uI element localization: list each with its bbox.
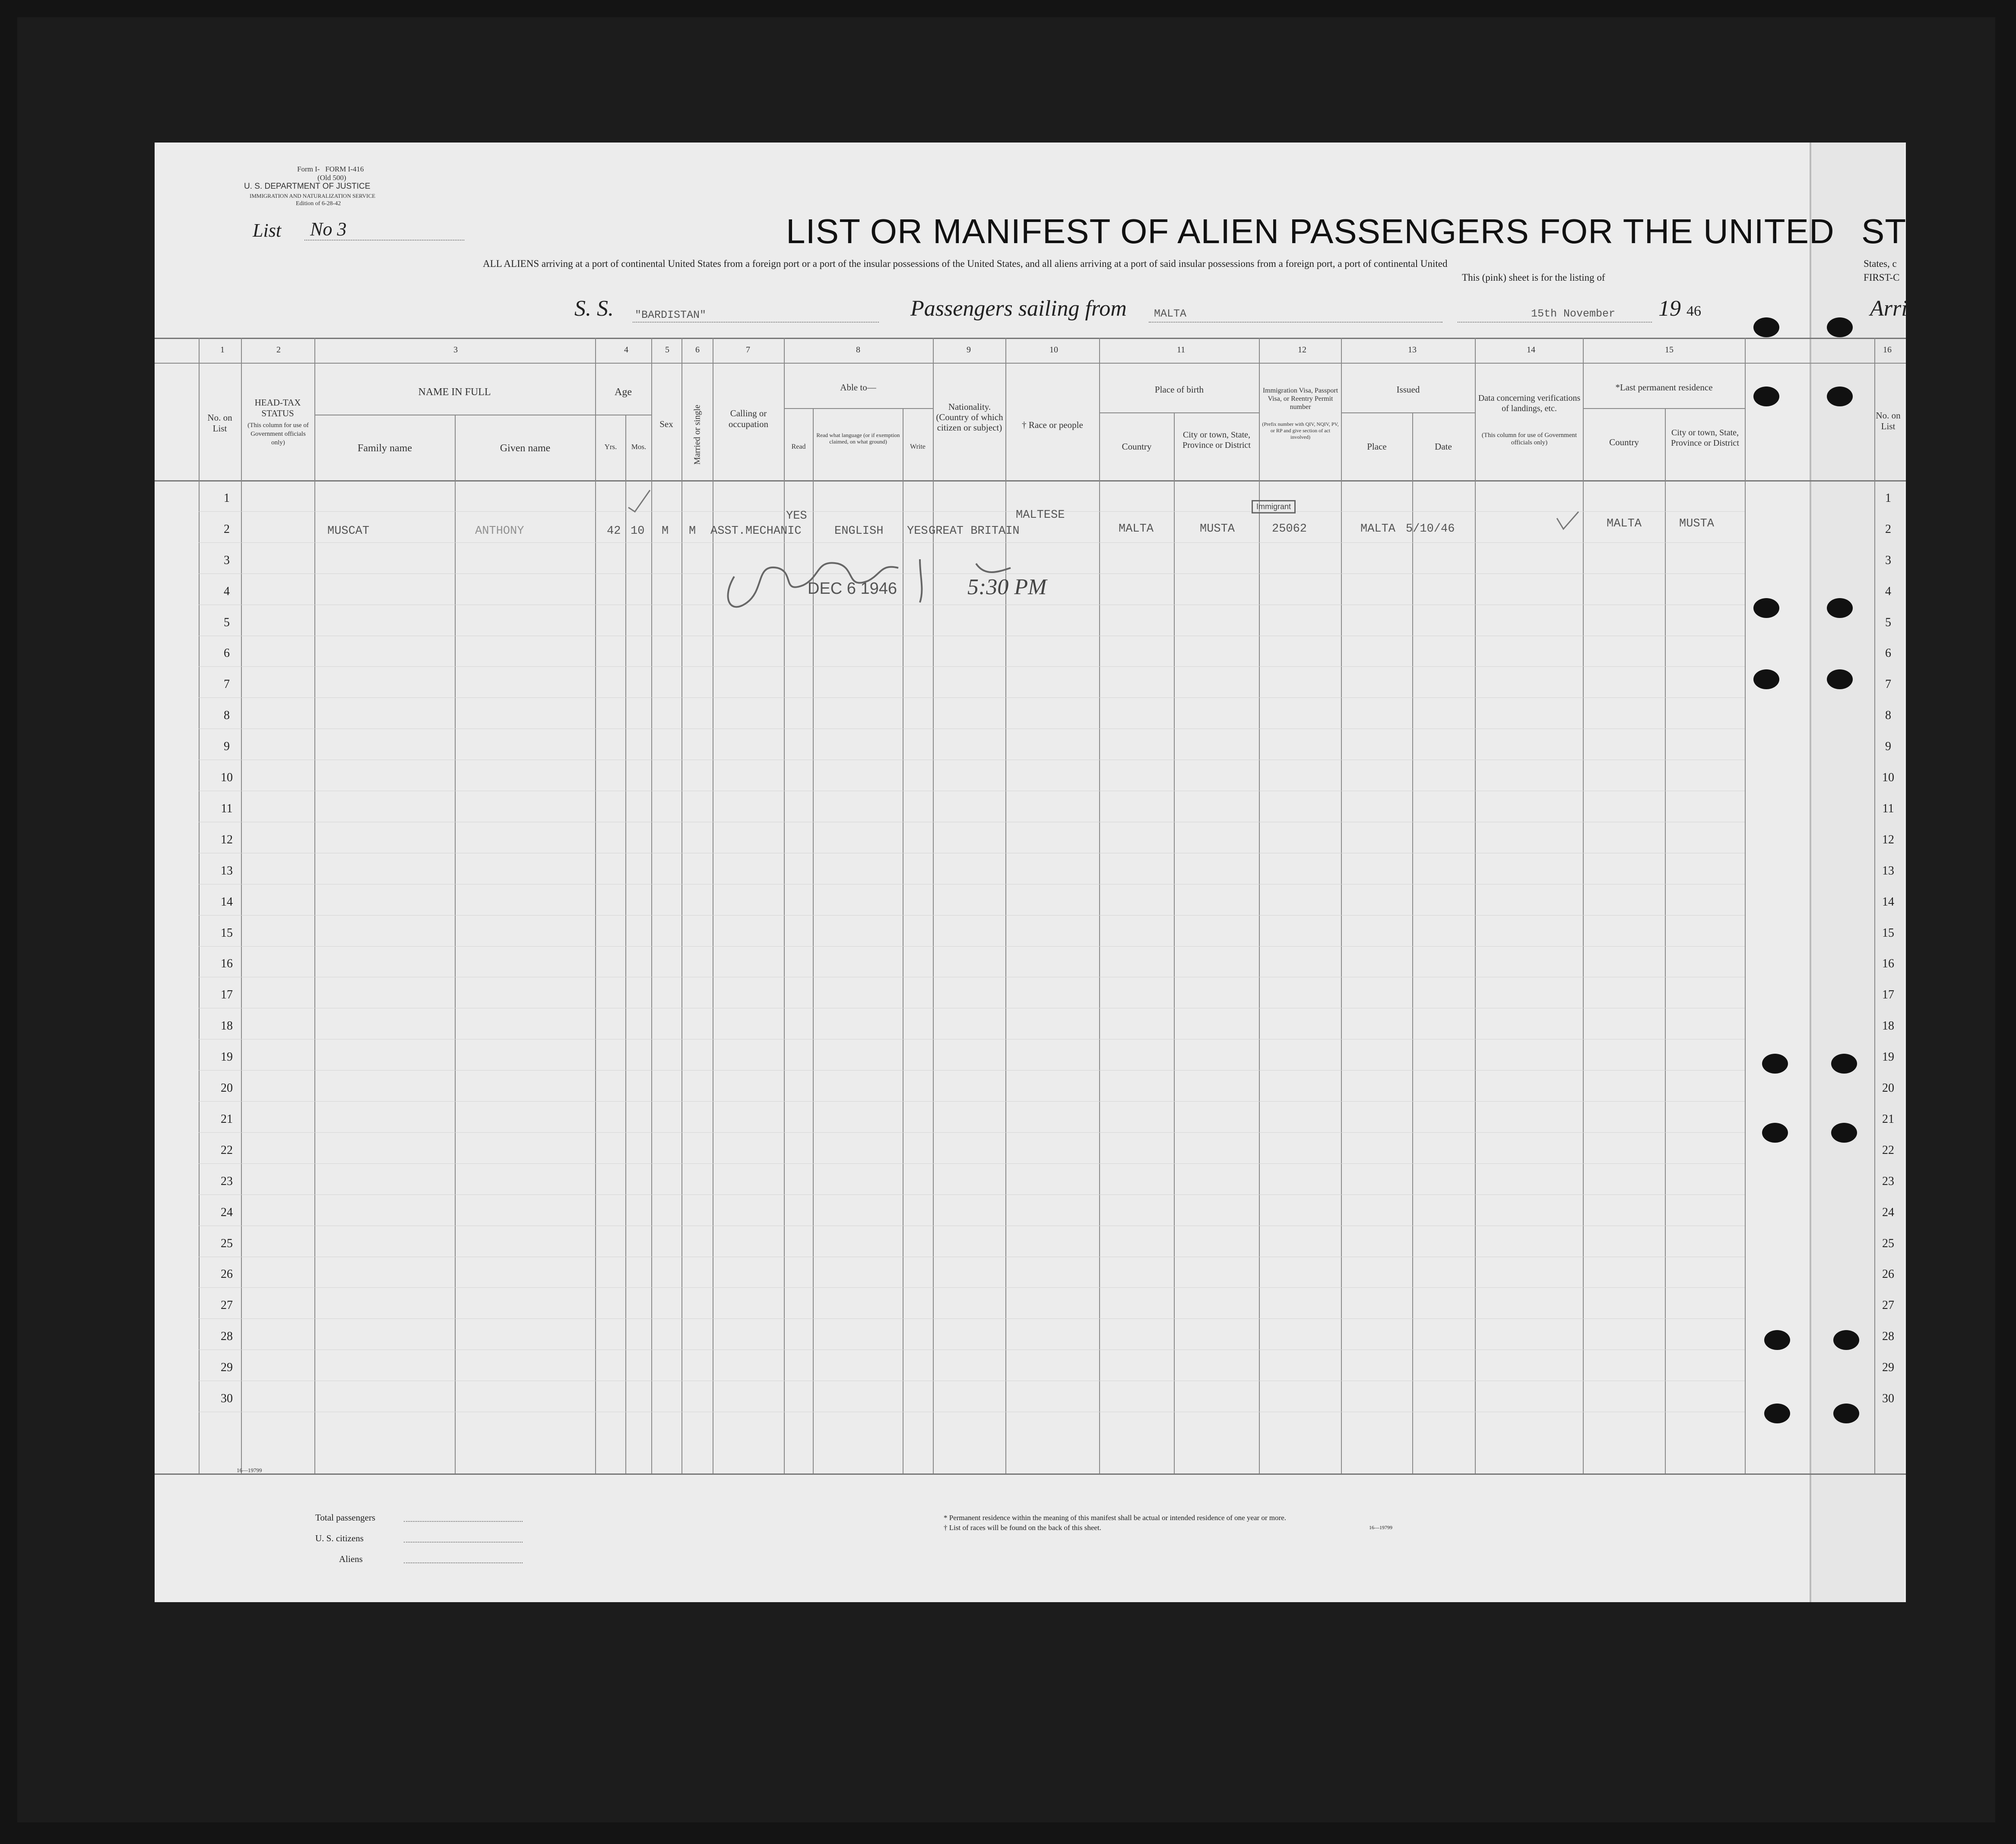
us-citizens-label: U. S. citizens bbox=[315, 1533, 364, 1543]
row-number-right: 19 bbox=[1882, 1050, 1894, 1064]
row-number-right: 6 bbox=[1885, 646, 1891, 660]
ss-label: S. S. bbox=[574, 296, 614, 321]
header-place-of-birth: Place of birth bbox=[1154, 384, 1204, 395]
row-number-right: 5 bbox=[1885, 616, 1891, 629]
subtitle-line-2: This (pink) sheet is for the listing of bbox=[1462, 272, 1605, 283]
row-number: 29 bbox=[221, 1361, 233, 1374]
list-underline bbox=[304, 240, 464, 241]
row-number: 4 bbox=[224, 585, 230, 598]
row-number: 24 bbox=[221, 1206, 233, 1219]
header-visa: Immigration Visa, Passport Visa, or Reentry Permit number bbox=[1262, 387, 1338, 411]
row-number: 13 bbox=[221, 864, 233, 878]
row-rule bbox=[199, 697, 1745, 698]
row-number-right: 11 bbox=[1882, 802, 1894, 815]
row-number: 2 bbox=[224, 523, 230, 536]
page-title: LIST OR MANIFEST OF ALIEN PASSENGERS FOR THE UNITED bbox=[786, 212, 1835, 250]
row-number-right: 30 bbox=[1882, 1392, 1894, 1405]
sailing-date: 15th November bbox=[1531, 307, 1616, 320]
age-months: 10 bbox=[631, 525, 645, 538]
row-number: 25 bbox=[221, 1237, 233, 1250]
row-number: 16 bbox=[221, 957, 233, 970]
row-number-right: 4 bbox=[1885, 585, 1891, 598]
header-yrs: Yrs. bbox=[604, 443, 617, 451]
age-years: 42 bbox=[607, 525, 621, 538]
header-last-residence: *Last permanent residence bbox=[1615, 382, 1713, 393]
total-passengers-label: Total passengers bbox=[315, 1512, 376, 1523]
form-number: Form I- FORM I-416 bbox=[297, 165, 364, 173]
row-number-right: 25 bbox=[1882, 1237, 1894, 1250]
row-number: 9 bbox=[224, 740, 230, 753]
header-res-city: City or town, State, Province or District bbox=[1671, 428, 1739, 448]
issued-place: MALTA bbox=[1360, 523, 1396, 535]
row-number: 8 bbox=[224, 709, 230, 722]
sailing-label: Passengers sailing from bbox=[910, 296, 1127, 321]
row-rule bbox=[199, 511, 1745, 512]
print-code-left: 16—19799 bbox=[237, 1467, 262, 1473]
nationality: GREAT BRITAIN bbox=[929, 525, 1020, 538]
header-res-country: Country bbox=[1609, 437, 1639, 447]
footnote-races: † List of races will be found on the back of this sheet. bbox=[944, 1524, 1101, 1532]
row-number: 23 bbox=[221, 1175, 233, 1188]
port-underline bbox=[1149, 322, 1442, 323]
page-title-continued: ST bbox=[1861, 212, 1907, 250]
sex: M bbox=[662, 525, 669, 538]
header-head-tax: HEAD-TAX STATUS bbox=[254, 397, 301, 418]
year-suffix: 46 bbox=[1686, 303, 1701, 319]
header-sex: Sex bbox=[659, 419, 673, 429]
header-name-in-full: NAME IN FULL bbox=[418, 387, 491, 398]
header-family-name: Family name bbox=[358, 443, 412, 454]
header-data-note: (This column for use of Government officials only) bbox=[1481, 432, 1577, 446]
row-rule bbox=[199, 1318, 1745, 1319]
row-number-right: 14 bbox=[1882, 895, 1894, 909]
time-stamp: 5:30 PM bbox=[967, 575, 1047, 599]
header-read-language: Read what language (or if exemption claimed, on what ground) bbox=[816, 432, 900, 445]
row-number: 18 bbox=[221, 1019, 233, 1033]
row-rule bbox=[199, 946, 1745, 947]
header-age: Age bbox=[615, 387, 632, 398]
row-number: 12 bbox=[221, 833, 233, 846]
subtitle-right-1: States, c bbox=[1864, 258, 1897, 269]
row-rule bbox=[199, 1101, 1745, 1102]
port-of-departure: MALTA bbox=[1154, 307, 1187, 320]
header-issued-date: Date bbox=[1435, 441, 1452, 452]
row-number-right: 22 bbox=[1882, 1144, 1894, 1157]
manifest-sheet bbox=[155, 143, 1906, 1602]
issued-date: 5/10/46 bbox=[1406, 523, 1455, 535]
row-number: 3 bbox=[224, 554, 230, 567]
row-number-right: 3 bbox=[1885, 554, 1891, 567]
row-number-right: 15 bbox=[1882, 926, 1894, 940]
row-number-right: 9 bbox=[1885, 740, 1891, 753]
row-number-right: 24 bbox=[1882, 1206, 1894, 1219]
header-read: Read bbox=[791, 443, 806, 450]
row-number: 6 bbox=[224, 646, 230, 660]
row-number-right: 29 bbox=[1882, 1361, 1894, 1374]
form-service: IMMIGRATION AND NATURALIZATION SERVICE bbox=[250, 193, 376, 199]
row-number: 21 bbox=[221, 1112, 233, 1126]
row-number: 1 bbox=[224, 491, 230, 505]
header-issued-place: Place bbox=[1367, 441, 1387, 452]
row-rule bbox=[199, 915, 1745, 916]
form-old-number: (Old 500) bbox=[317, 174, 346, 182]
header-race: † Race or people bbox=[1022, 420, 1083, 430]
footnote-residence: * Permanent residence within the meaning of this manifest shall be actual or intended residence of one year or more. bbox=[944, 1514, 1287, 1522]
read-language: ENGLISH bbox=[834, 525, 884, 538]
header-head-tax-note: (This column for use of Government officials only) bbox=[247, 422, 309, 446]
header-visa-note: (Prefix number with QIV, NQIV, PV, or RP and give section of act involved) bbox=[1262, 421, 1339, 440]
print-code: 16—19799 bbox=[1369, 1524, 1392, 1530]
row-rule bbox=[199, 1163, 1745, 1164]
row-number: 5 bbox=[224, 616, 230, 629]
able-to-read: YES bbox=[786, 510, 807, 523]
row-number: 11 bbox=[221, 802, 233, 815]
row-number-right: 18 bbox=[1882, 1019, 1894, 1033]
birth-country: MALTA bbox=[1119, 523, 1154, 535]
visa-number: 25062 bbox=[1272, 523, 1307, 535]
residence-city: MUSTA bbox=[1679, 517, 1715, 530]
row-number: 22 bbox=[221, 1144, 233, 1157]
row-number-right: 12 bbox=[1882, 833, 1894, 846]
header-mos: Mos. bbox=[631, 443, 647, 451]
row-number-right: 13 bbox=[1882, 864, 1894, 878]
year-label: 19 bbox=[1658, 296, 1681, 321]
header-calling: Calling or occupation bbox=[728, 408, 769, 429]
row-number-right: 2 bbox=[1885, 523, 1891, 536]
ship-name: "BARDISTAN" bbox=[635, 309, 707, 321]
check-mark bbox=[626, 488, 652, 514]
header-no-on-list: No. on List bbox=[207, 412, 232, 434]
header-nationality: Nationality. (Country of which citizen or subject) bbox=[936, 402, 1003, 433]
row-number: 28 bbox=[221, 1330, 233, 1343]
row-number: 20 bbox=[221, 1081, 233, 1095]
list-number: No 3 bbox=[310, 219, 347, 240]
date-underline bbox=[1458, 322, 1652, 323]
row-rule bbox=[199, 666, 1745, 667]
header-birth-country: Country bbox=[1122, 441, 1152, 452]
subtitle-line-1: ALL ALIENS arriving at a port of continental United States from a foreign port or a port of the insular possessions of the United States, and all aliens arriving at a port of said insular possessions from a foreign port, a port of continental United bbox=[483, 258, 1448, 269]
us-citizens-line bbox=[404, 1542, 523, 1543]
aliens-label: Aliens bbox=[339, 1554, 363, 1564]
birth-city: MUSTA bbox=[1200, 523, 1235, 535]
date-stamp: DEC 6 1946 bbox=[808, 580, 897, 598]
inspector-signature bbox=[717, 538, 1088, 620]
row-number: 17 bbox=[221, 988, 233, 1001]
race: MALTESE bbox=[1016, 509, 1065, 522]
row-number: 15 bbox=[221, 926, 233, 940]
form-department: U. S. DEPARTMENT OF JUSTICE bbox=[244, 182, 371, 191]
family-name: MUSCAT bbox=[327, 525, 370, 538]
residence-country: MALTA bbox=[1607, 517, 1642, 530]
row-number-right: 17 bbox=[1882, 988, 1894, 1001]
able-to-write: YES bbox=[907, 525, 928, 538]
header-data-concerning: Data concerning verifications of landings, etc. bbox=[1478, 393, 1581, 413]
header-issued: Issued bbox=[1396, 384, 1420, 395]
ship-underline bbox=[633, 322, 879, 323]
subtitle-right-2: FIRST-C bbox=[1864, 272, 1900, 283]
row-rule bbox=[199, 1132, 1745, 1133]
row-number-right: 8 bbox=[1885, 709, 1891, 722]
occupation: ASST.MECHANIC bbox=[710, 525, 802, 538]
row-number-right: 23 bbox=[1882, 1175, 1894, 1188]
row-number-right: 21 bbox=[1882, 1112, 1894, 1126]
row-number: 27 bbox=[221, 1299, 233, 1312]
row-number-right: 26 bbox=[1882, 1267, 1894, 1281]
verification-check bbox=[1555, 510, 1581, 531]
row-number-right: 10 bbox=[1882, 771, 1894, 784]
row-number: 10 bbox=[221, 771, 233, 784]
row-rule bbox=[199, 1194, 1745, 1195]
row-number-right: 20 bbox=[1882, 1081, 1894, 1095]
given-name: ANTHONY bbox=[475, 525, 524, 538]
row-number: 7 bbox=[224, 678, 230, 691]
header-write: Write bbox=[910, 443, 926, 450]
row-number-right: 28 bbox=[1882, 1330, 1894, 1343]
visa-stamp: Immigrant bbox=[1252, 500, 1296, 513]
list-label: List bbox=[253, 220, 282, 241]
row-number-right: 27 bbox=[1882, 1299, 1894, 1312]
row-number: 26 bbox=[221, 1267, 233, 1281]
row-number-right: 1 bbox=[1885, 491, 1891, 505]
row-number: 14 bbox=[221, 895, 233, 909]
row-number: 19 bbox=[221, 1050, 233, 1064]
header-no-on-list-right: No. on List bbox=[1876, 410, 1901, 431]
header-given-name: Given name bbox=[500, 443, 551, 454]
row-rule bbox=[199, 1287, 1745, 1288]
aliens-line bbox=[404, 1562, 523, 1563]
header-birth-city: City or town, State, Province or District bbox=[1182, 430, 1251, 450]
married-status: M bbox=[689, 525, 696, 538]
total-passengers-line bbox=[404, 1521, 523, 1522]
arriving-label: Arri bbox=[1870, 296, 1908, 321]
form-edition: Edition of 6-28-42 bbox=[296, 200, 341, 207]
row-number-right: 7 bbox=[1885, 678, 1891, 691]
header-married: Married or single bbox=[692, 405, 702, 465]
header-able-to: Able to— bbox=[840, 382, 876, 393]
row-number: 30 bbox=[221, 1392, 233, 1405]
row-number-right: 16 bbox=[1882, 957, 1894, 970]
row-rule bbox=[199, 1070, 1745, 1071]
